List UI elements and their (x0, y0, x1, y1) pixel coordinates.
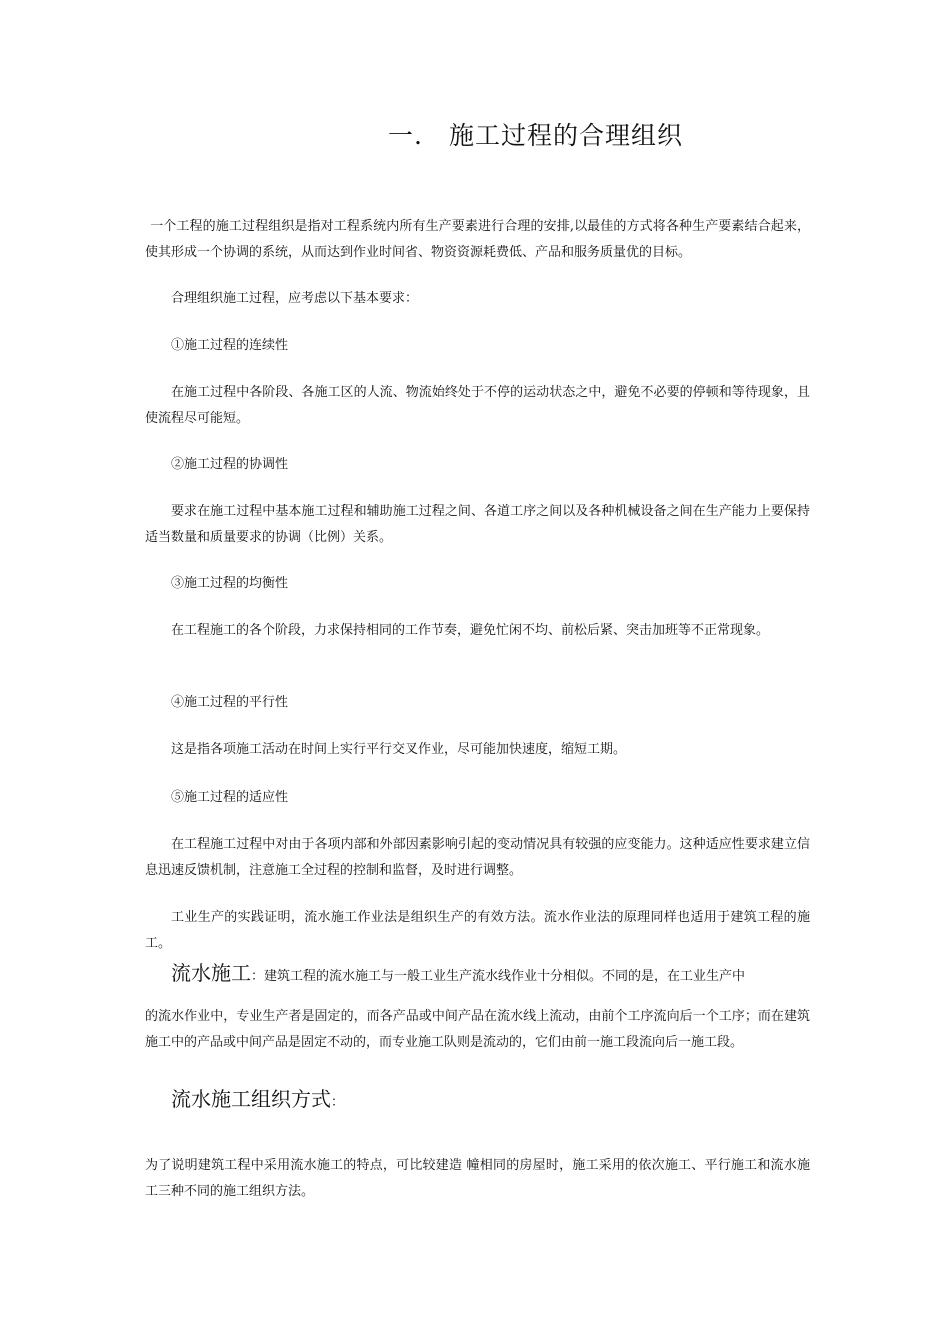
requirement-body-4: 这是指各项施工活动在时间上实行平行交叉作业，尽可能加快速度，缩短工期。 (171, 742, 627, 757)
organization-method-title: 流水施工组织方式 (171, 1087, 331, 1111)
section-number: 一. (388, 121, 423, 150)
requirement-heading-2: ②施工过程的协调性 (171, 457, 289, 472)
requirements-lead: 合理组织施工过程，应考虑以下基本要求： (171, 291, 419, 306)
requirement-body-1: 在施工过程中各阶段、各施工区的人流、物流始终处于不停的运动状态之中，避免不必要的停顿和等待现象，且使流程尽可能短。 (145, 385, 810, 426)
intro-paragraph: 一个工程的施工过程组织是指对工程系统内所有生产要素进行合理的安排,以最佳的方式将各种生产要素结合起来，使其形成一个协调的系统，从而达到作业时间省、物资资源耗费低、产品和服务质量优的目标。 (145, 219, 810, 260)
flow-construction-term: 流水施工 (171, 961, 251, 985)
requirement-heading-3: ③施工过程的均衡性 (171, 576, 289, 591)
page-title (388, 116, 683, 152)
flow-construction-line (145, 958, 810, 992)
requirement-heading-5: ⑤施工过程的适应性 (171, 790, 289, 805)
requirement-heading-1: ①施工过程的连续性 (171, 338, 289, 353)
industry-paragraph: 工业生产的实践证明，流水施工作业法是组织生产的有效方法。流水作业法的原理同样也适用于建筑工程的施工。 (145, 910, 810, 951)
final-paragraph: 为了说明建筑工程中采用流水施工的特点，可比较建造 幢相同的房屋时，施工采用的依次施工、平行施工和流水施工三种不同的施工组织方法。 (145, 1158, 810, 1199)
organization-method-colon: ： (331, 1095, 345, 1110)
requirement-body-3: 在工程施工的各个阶段，力求保持相同的工作节奏，避免忙闲不均、前松后紧、突击加班等不正常现象。 (171, 623, 770, 638)
requirement-body-5: 在工程施工过程中对由于各项内部和外部因素影响引起的变动情况具有较强的应变能力。这种适应性要求建立信息迅速反馈机制，注意施工全过程的控制和监督，及时进行调整。 (145, 837, 810, 878)
organization-method-heading (145, 1084, 810, 1118)
flow-first-line: 建筑工程的流水施工与一般工业生产流水线作业十分相似。不同的是，在工业生产中 (264, 969, 746, 984)
requirement-body-2: 要求在施工过程中基本施工过程和辅助施工过程之间、各道工序之间以及各种机械设备之间在生产能力上要保持适当数量和质量要求的协调（比例）关系。 (145, 504, 810, 545)
requirement-heading-4: ④施工过程的平行性 (171, 695, 289, 710)
flow-term-colon: ： (251, 969, 265, 984)
section-title: 施工过程的合理组织 (448, 121, 683, 150)
flow-construction-paragraph: 的流水作业中，专业生产者是固定的，而各产品或中间产品在流水线上流动，由前个工序流向后一个工序；而在建筑施工中的产品或中间产品是固定不动的，而专业施工队则是流动的，它们由前一施工段流向后一施工段。 (145, 1009, 810, 1050)
